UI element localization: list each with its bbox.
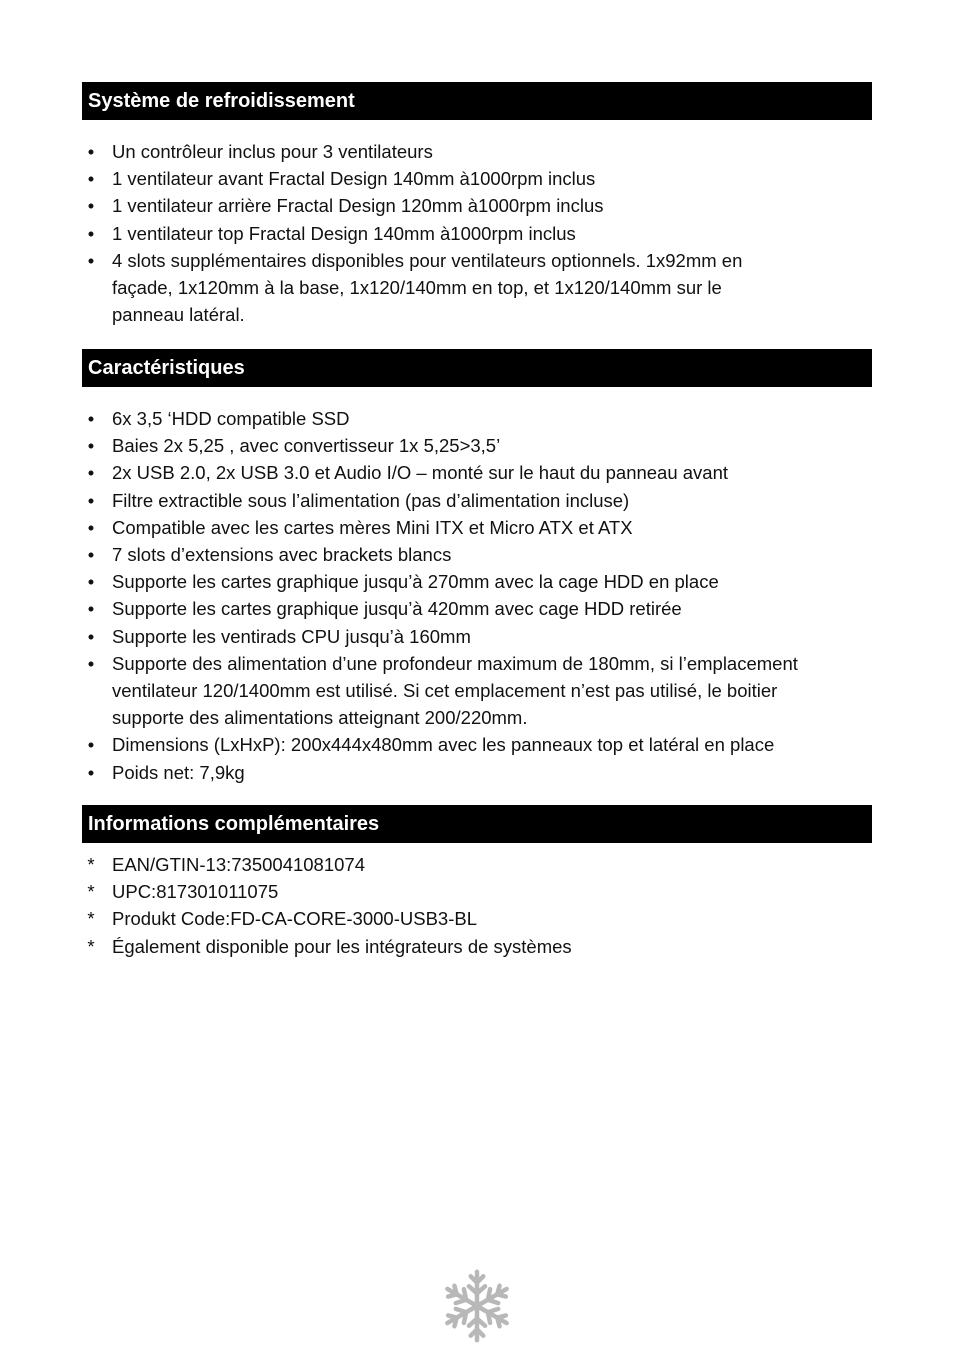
list-item-text (112, 933, 884, 960)
list-item (84, 650, 884, 732)
bullet-marker: • (87, 222, 95, 244)
list-item-line: Supporte les cartes graphique jusqu’à 420mm avec cage HDD retirée (112, 598, 682, 620)
bullet-marker: * (87, 881, 95, 903)
list-item-text (112, 878, 884, 905)
list-item-line: 1 ventilateur avant Fractal Design 140mm à1000rpm inclus (112, 168, 596, 190)
list-item-line: EAN/GTIN-13:7350041081074 (112, 854, 366, 875)
list-item-text (112, 731, 884, 758)
list-item-line: 1 ventilateur top Fractal Design 140mm à1000rpm inclus (112, 222, 576, 244)
list-item (84, 541, 884, 568)
cooling-list (84, 138, 884, 328)
list-item (84, 905, 884, 932)
list-item-text (112, 405, 884, 432)
list-item-line: Un contrôleur inclus pour 3 ventilateurs (112, 141, 433, 162)
bullet-marker: • (87, 435, 95, 457)
list-item (84, 247, 884, 329)
bullet-marker: • (87, 141, 95, 162)
bullet-marker: * (87, 854, 95, 875)
bullet-marker: * (87, 935, 95, 957)
bullet-marker: • (87, 462, 95, 484)
list-item (84, 568, 884, 595)
list-item (84, 192, 884, 219)
list-item-text (112, 220, 884, 247)
bullet-marker: • (87, 652, 95, 674)
snowflake-icon (441, 1266, 513, 1346)
list-item (84, 933, 884, 960)
list-item-line: Supporte des alimentation d’une profondeur maximum de 180mm, si l’emplacement (112, 652, 798, 674)
list-item-line: 2x USB 2.0, 2x USB 3.0 et Audio I/O – monté sur le haut du panneau avant (112, 462, 729, 484)
list-item-line: Également disponible pour les intégrateurs de systèmes (112, 935, 572, 957)
bullet-marker: • (87, 249, 95, 271)
list-item (84, 851, 884, 878)
list-item-line: Supporte les ventirads CPU jusqu’à 160mm (112, 625, 471, 647)
list-item-line: Supporte les cartes graphique jusqu’à 270mm avec la cage HDD en place (112, 571, 719, 593)
list-item-text (112, 247, 884, 329)
list-item-line: 6x 3,5 ‘HDD compatible SSD (112, 408, 350, 429)
list-item (84, 220, 884, 247)
list-item-text (112, 650, 884, 732)
list-item (84, 514, 884, 541)
list-item (84, 623, 884, 650)
list-item-line: UPC:817301011075 (112, 881, 279, 903)
list-item (84, 432, 884, 459)
list-item (84, 878, 884, 905)
list-item (84, 731, 884, 758)
list-item-line: panneau latéral. (112, 304, 245, 326)
list-item (84, 165, 884, 192)
list-item-text (112, 514, 884, 541)
list-item-line: ventilateur 120/1400mm est utilisé. Si cet emplacement n’est pas utilisé, le boitier (112, 680, 778, 702)
bullet-marker: * (87, 908, 95, 930)
list-item (84, 138, 884, 165)
list-item-line: 4 slots supplémentaires disponibles pour ventilateurs optionnels. 1x92mm en (112, 249, 743, 271)
bullet-marker: • (87, 168, 95, 190)
bullet-marker: • (87, 734, 95, 756)
list-item-line: 7 slots d’extensions avec brackets blancs (112, 544, 452, 566)
list-item-text (112, 138, 884, 165)
bullet-marker: • (87, 544, 95, 566)
section-header-cooling: Système de refroidissement (82, 82, 872, 120)
list-item-line: Poids net: 7,9kg (112, 761, 245, 783)
bullet-marker: • (87, 489, 95, 511)
list-item-text (112, 432, 884, 459)
bullet-marker: • (87, 408, 95, 429)
section-header-additional-info: Informations complémentaires (82, 805, 872, 843)
list-item-text (112, 568, 884, 595)
bullet-marker: • (87, 625, 95, 647)
list-item (84, 487, 884, 514)
list-item (84, 459, 884, 486)
bullet-marker: • (87, 761, 95, 783)
list-item-line: Filtre extractible sous l’alimentation (pas d’alimentation incluse) (112, 489, 630, 511)
section-header-features: Caractéristiques (82, 349, 872, 387)
list-item-line: façade, 1x120mm à la base, 1x120/140mm en top, et 1x120/140mm sur le (112, 277, 722, 299)
list-item-line: 1 ventilateur arrière Fractal Design 120mm à1000rpm inclus (112, 195, 604, 217)
list-item-text (112, 459, 884, 486)
additional-info-list (84, 851, 884, 960)
list-item-line: Baies 2x 5,25 , avec convertisseur 1x 5,25>3,5’ (112, 435, 501, 457)
list-item-line: supporte des alimentations atteignant 200/220mm. (112, 707, 528, 729)
list-item-text (112, 541, 884, 568)
list-item-line: Compatible avec les cartes mères Mini ITX et Micro ATX et ATX (112, 516, 633, 538)
list-item-line: Dimensions (LxHxP): 200x444x480mm avec les panneaux top et latéral en place (112, 734, 775, 756)
list-item-text (112, 595, 884, 622)
list-item (84, 759, 884, 786)
list-item (84, 595, 884, 622)
list-item-text (112, 905, 884, 932)
bullet-marker: • (87, 571, 95, 593)
list-item-text (112, 487, 884, 514)
features-list (84, 405, 884, 786)
list-item-text (112, 851, 884, 878)
list-item (84, 405, 884, 432)
list-item-text (112, 192, 884, 219)
list-item-text (112, 623, 884, 650)
list-item-line: Produkt Code:FD-CA-CORE-3000-USB3-BL (112, 908, 477, 930)
list-item-text (112, 759, 884, 786)
bullet-marker: • (87, 598, 95, 620)
list-item-text (112, 165, 884, 192)
bullet-marker: • (87, 195, 95, 217)
bullet-marker: • (87, 516, 95, 538)
